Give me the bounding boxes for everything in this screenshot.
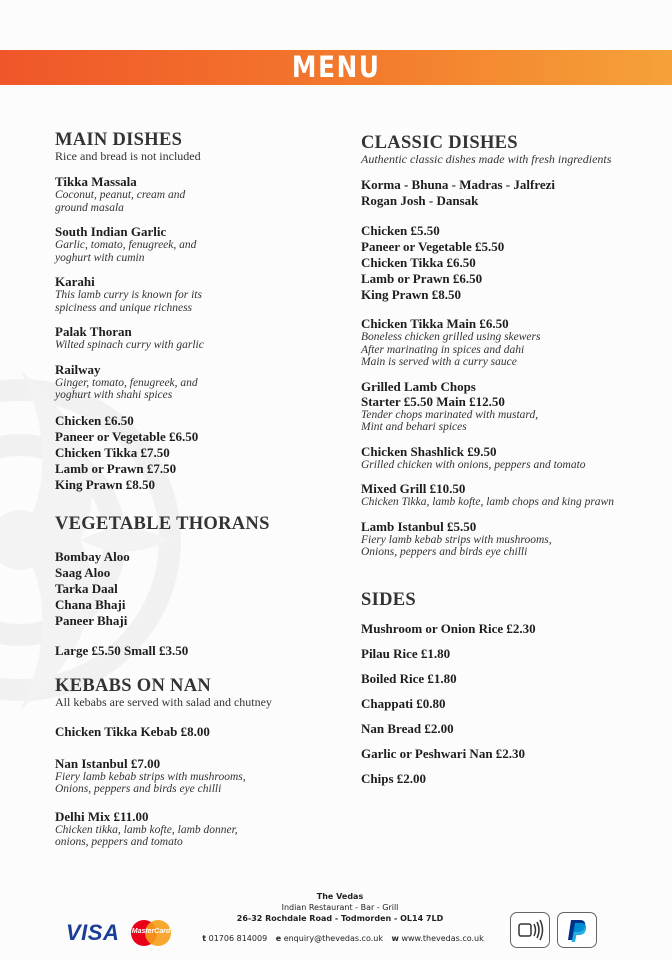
dish-name: Tikka Massala — [55, 174, 137, 189]
phone-number[interactable]: 01706 814009 — [208, 934, 268, 943]
dish-description: Onions, peppers and birds eye chilli — [361, 546, 528, 558]
curry-styles — [361, 177, 661, 209]
price-list — [361, 223, 661, 303]
dish-description: After marinating in spices and dahi — [361, 343, 525, 356]
dish-description: Tender chops marinated with mustard, — [361, 408, 539, 421]
contact-line — [190, 933, 490, 944]
phone-label: t — [202, 934, 207, 943]
price-line: King Prawn £8.50 — [55, 476, 156, 492]
price-line: Lamb or Prawn £6.50 — [361, 271, 483, 286]
dish-description: This lamb curry is known for its — [55, 289, 202, 301]
web-label: w — [391, 934, 399, 943]
dish-name: Chicken Tikka Main £6.50 — [361, 316, 509, 331]
dish-item — [361, 316, 661, 369]
left-column — [55, 129, 325, 849]
list-item: Paneer Bhaji — [55, 612, 128, 628]
classic-dishes-section — [361, 132, 661, 559]
dish-description: yoghurt with cumin — [55, 251, 145, 264]
dish-item — [55, 809, 325, 849]
dish-item — [55, 324, 325, 352]
right-column — [361, 129, 661, 796]
dish-description: Garlic, tomato, fenugreek, and — [55, 239, 197, 251]
price-line: Chicken £5.50 — [361, 223, 440, 238]
dish-item — [55, 756, 325, 796]
price-line: King Prawn £8.50 — [361, 287, 462, 302]
dish-description: onions, peppers and tomato — [55, 836, 183, 848]
list-item: Saag Aloo — [55, 564, 111, 580]
dish-name: Chicken Tikka Kebab £8.00 — [55, 723, 210, 739]
website[interactable]: www.thevedas.co.uk — [401, 934, 484, 943]
vegetable-thorans-section — [55, 513, 325, 659]
dish-description: Wilted spinach curry with garlic — [55, 339, 204, 351]
price-line: Lamb or Prawn £7.50 — [55, 460, 177, 476]
section-note: All kebabs are served with salad and chutney — [55, 694, 272, 709]
main-dishes-section — [55, 129, 325, 493]
restaurant-description: Indian Restaurant - Bar - Grill — [281, 903, 399, 912]
email-label: e — [275, 934, 282, 943]
dish-description: ground masala — [55, 201, 124, 214]
dish-description: Fiery lamb kebab strips with mushrooms, — [361, 533, 552, 546]
list-item: Nan Bread £2.00 — [361, 720, 454, 736]
dish-item — [55, 274, 325, 314]
section-heading: SIDES — [361, 589, 416, 610]
list-item: Boiled Rice £1.80 — [361, 670, 457, 686]
list-item: Tarka Daal — [55, 580, 118, 596]
footer — [0, 888, 672, 960]
list-item: Garlic or Peshwari Nan £2.30 — [361, 745, 526, 761]
dish-description: Grilled chicken with onions, peppers and tomato — [361, 458, 586, 471]
dish-name: Delhi Mix £11.00 — [55, 808, 149, 824]
price-line: Paneer or Vegetable £5.50 — [361, 239, 505, 254]
dish-name: Chicken Shashlick £9.50 — [361, 443, 497, 459]
dish-name: Lamb Istanbul £5.50 — [361, 518, 477, 534]
style-line: Korma - Bhuna - Madras - Jalfrezi — [361, 177, 556, 192]
contactless-icon — [510, 912, 550, 948]
dish-item — [55, 362, 325, 402]
list-item: Mushroom or Onion Rice £2.30 — [361, 620, 536, 636]
dish-description: Onions, peppers and birds eye chilli — [55, 783, 222, 795]
price-line: Paneer or Vegetable £6.50 — [55, 428, 199, 444]
price-line: Chicken Tikka £6.50 — [361, 255, 476, 270]
section-heading: KEBABS ON NAN — [55, 675, 212, 696]
dish-item — [361, 519, 661, 559]
dish-name: Starter £5.50 Main £12.50 — [361, 393, 505, 409]
section-note: Rice and bread is not included — [55, 149, 201, 163]
dish-name: Railway — [55, 361, 101, 377]
dish-name: Mixed Grill £10.50 — [361, 481, 466, 496]
restaurant-address: 26-32 Rochdale Road - Todmorden - OL14 7LD — [236, 914, 444, 923]
dish-name: Nan Istanbul £7.00 — [55, 755, 161, 771]
dish-description: spiciness and unique richness — [55, 301, 193, 314]
section-heading: MAIN DISHES — [55, 130, 183, 150]
section-heading: CLASSIC DISHES — [361, 133, 518, 153]
dish-description: Chicken Tikka, lamb kofte, lamb chops and king prawn — [361, 496, 614, 508]
dish-description: Ginger, tomato, fenugreek, and — [55, 376, 198, 389]
style-line: Rogan Josh - Dansak — [361, 193, 479, 208]
dish-name: Grilled Lamb Chops — [361, 378, 476, 394]
price-list — [55, 413, 325, 493]
kebabs-section — [55, 675, 325, 849]
dish-item — [361, 444, 661, 472]
section-heading: VEGETABLE THORANS — [55, 513, 270, 534]
dish-description: Mint and behari spices — [361, 421, 467, 433]
section-note: Authentic classic dishes made with fresh ingredients — [361, 152, 612, 166]
mastercard-logo — [126, 918, 176, 948]
list-item: Bombay Aloo — [55, 548, 130, 564]
price-line: Chicken £6.50 — [55, 412, 134, 428]
restaurant-name: The Vedas — [316, 892, 364, 901]
list-item: Chana Bhaji — [55, 596, 126, 612]
dish-description: Chicken tikka, lamb kofte, lamb donner, — [55, 823, 238, 836]
price-line: Large £5.50 Small £3.50 — [55, 642, 189, 658]
menu-banner — [0, 50, 672, 85]
email-address[interactable]: enquiry@thevedas.co.uk — [283, 934, 383, 943]
price-line: Chicken Tikka £7.50 — [55, 444, 170, 460]
dish-description: Main is served with a curry sauce — [361, 356, 517, 368]
dish-description: Coconut, peanut, cream and — [55, 189, 186, 201]
list-item: Chappati £0.80 — [361, 695, 446, 711]
dish-item — [361, 379, 661, 434]
dish-item — [55, 224, 325, 264]
page-title: MENU — [291, 50, 381, 84]
visa-logo: VISA — [66, 920, 120, 945]
mastercard-label: MasterCard — [131, 928, 171, 935]
dish-item — [55, 174, 325, 214]
dish-name: Karahi — [55, 274, 95, 289]
dish-name: South Indian Garlic — [55, 224, 167, 239]
dish-description: Boneless chicken grilled using skewers — [361, 331, 541, 343]
dish-name: Palak Thoran — [55, 324, 132, 339]
list-item: Pilau Rice £1.80 — [361, 645, 451, 661]
list-item: Chips £2.00 — [361, 770, 427, 786]
dish-description: yoghurt with shahi spices — [55, 389, 173, 401]
dish-item — [361, 481, 661, 509]
sides-section — [361, 589, 661, 786]
paypal-icon — [557, 912, 597, 948]
dish-description: Fiery lamb kebab strips with mushrooms, — [55, 770, 246, 783]
